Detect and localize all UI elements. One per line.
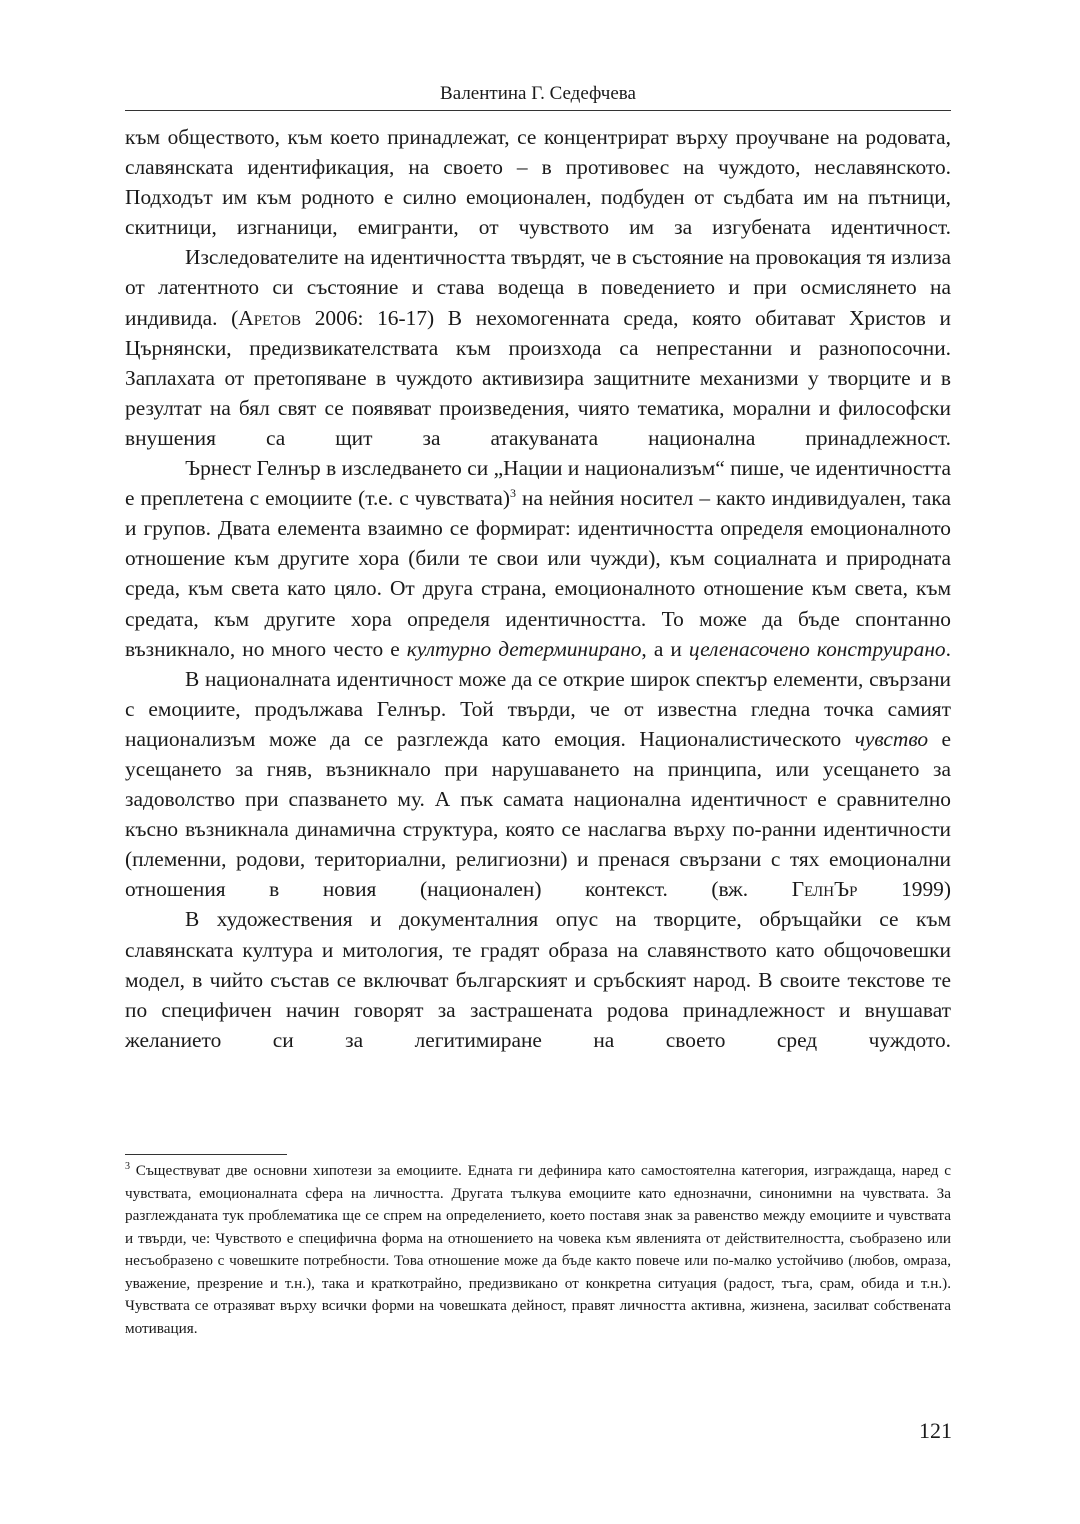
- main-text: [125, 122, 951, 1055]
- paragraph-1: към обществото, към което принадлежат, се концентрират върху проучване на родовата, славянската идентификация, на своето – в противовес на чуждото, неславянското. Подходът им към родното е силно емоционален, подбуден от съдбата им на пътници, скитници, изгнаници, емигранти, от чувството им за изгубената идентичност.: [125, 125, 951, 240]
- paragraph-4-text-b: е усещането за гняв, възникнало при нарушаването на принципа, или усещането за задоволство при спазването му. А пък самата национална идентичност е сравнително късно възникнала динамична структура, която се наслагва върху по-ранни идентичности (племенни, родови, териториални, религиозни) и пренася свързани с тях емоционални отношения в новия (национален) контекст. (вж.: [125, 726, 952, 902]
- paragraph-4-text-a: В националната идентичност може да се открие широк спектър елементи, свързани с емоциите, продължава Гелнър. Той твърди, че от известна гледна точка самият национализъм може да се разглежда като емоция. Националистическото: [125, 666, 951, 751]
- citation-author-aretov: Аретов: [238, 305, 302, 330]
- paragraph-2-text-a: Изследователите на идентичността твърдят, че в състояние на провокация тя излиза от латентното си състояние и става водеща в поведението и при осмислянето на индивида. (: [125, 245, 951, 330]
- running-header: [125, 82, 951, 111]
- paragraph-3-text-c: , а и: [641, 636, 689, 661]
- paragraph-2: [125, 242, 951, 453]
- footnote-number: 3: [125, 1160, 130, 1172]
- citation-author-gellner: ГелнЪр: [791, 877, 858, 902]
- footnote-divider: [125, 1154, 287, 1155]
- emphasis-feeling: чувство: [854, 726, 929, 751]
- footnote-paragraph: [125, 1160, 951, 1340]
- paragraph-4: [125, 664, 951, 905]
- paragraph-3-text-b: на нейния носител – както индивидуален, така и групов. Двата елемента взаимно се формират: идентичността определя емоционалното отношение към другите хора (били те свои или чужди), към социалната и природната среда, към света като цяло. От друга страна, емоционалното отношение към света, към средата, към другите хора определя идентичността. То може да бъде спонтанно възникнало, но много често е: [125, 486, 951, 661]
- running-title: Валентина Г. Седефчева: [440, 83, 636, 104]
- paragraph-3: [125, 453, 951, 664]
- page-number: 121: [919, 1418, 952, 1443]
- footnote-text: Съществуват две основни хипотези за емоциите. Едната ги дефинира като самостоятелна категория, изграждаща, наред с чувствата, емоционалната сфера на личността. Другата тълкува емоциите като еднозначни, синонимни на чувствата. За разглежданата тук проблематика ще се спрем на определението, което поставя знак за равенство между емоциите и чувствата и твърди, че: Чувството е специфична форма на отношението на човека към явленията от действителността, съобразено или несъобразено с човешките потребности. Това отношение може да бъде както повече или по-малко устойчиво (любов, омраза, уважение, презрение и т.н.), така и краткотрайно, предизвикано от конкретна ситуация (радост, тъга, срам, обида и т.н.). Чувствата се отразяват върху всички форми на човешката дейност, правят личността активна, жизнена, засилват собствената мотивация.: [125, 1162, 951, 1337]
- emphasis-purposefully-constructed: целенасочено конструирано: [688, 636, 946, 661]
- emphasis-culturally-determined: културно детерминирано: [406, 636, 642, 661]
- paragraph-3-text-a: Ърнест Гелнър в изследването си „Нации и национализъм“ пише, че идентичността е преплетена с емоциите (т.е. с чувствата): [125, 456, 951, 511]
- footnote: [125, 1160, 951, 1340]
- paragraph-3-text-d: .: [945, 636, 951, 661]
- paragraph-2-text-b: 2006: 16-17) В нехомогенната среда, която обитават Христов и Църнянски, предизвикателствата към произхода са непрестанни и разнопосочни. Заплахата от претопяване в чуждото активизира защитните механизми у творците и в резултат на бял свят се появяват произведения, чиято тематика, морални и философски внушения са щит за атакуваната национална принадлежност.: [125, 305, 951, 450]
- paragraph-4-text-c: 1999): [857, 877, 951, 902]
- footnote-reference[interactable]: 3: [509, 486, 516, 500]
- paragraph-5: В художествения и документалния опус на творците, обръщайки се към славянската култура и митология, те градят образа на славянството като общочовешки модел, в чийто състав се включват българският и сръбският народ. В своите текстове те по специфичен начин говорят за застрашената родова принадлежност и внушават желанието си за легитимиране на своето сред чуждото.: [125, 907, 951, 1052]
